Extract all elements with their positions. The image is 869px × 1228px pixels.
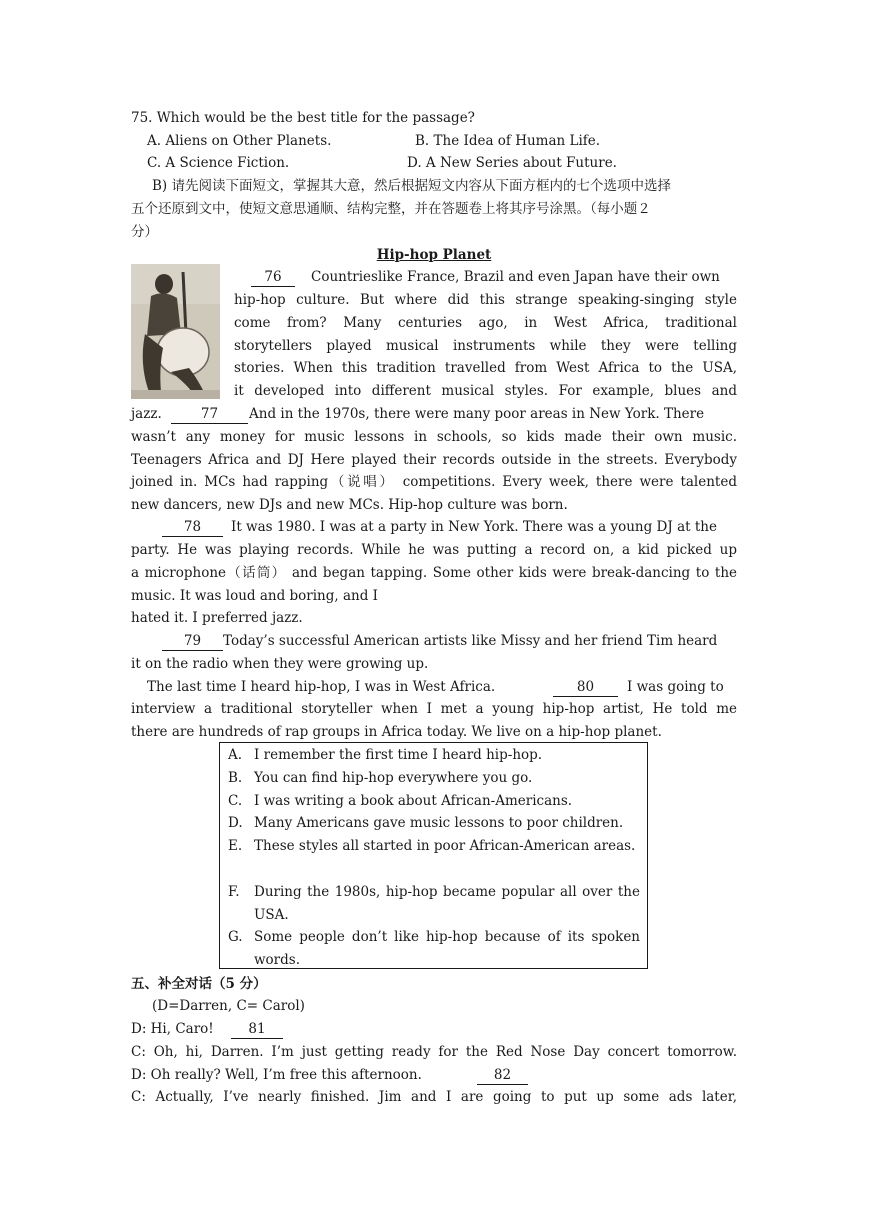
p4-line-2: interview a traditional storyteller when I met a young hip-hop artist, He told me — [131, 701, 737, 717]
blank-79-label: 79 — [162, 633, 223, 651]
options-box — [219, 742, 648, 969]
option-a-text: I remember the first time I heard hip-hop. — [254, 747, 543, 763]
option-d-text: Many Americans gave music lessons to poor children. — [254, 815, 624, 831]
p1-line-2: hip-hop culture. But where did this strange speaking-singing style — [234, 292, 737, 308]
q75-option-b: B. The Idea of Human Life. — [415, 133, 601, 149]
p1-line-9: Teenagers Africa and DJ Here played their records outside in the streets. Everybody — [131, 452, 737, 468]
dialogue-d2: D: Oh really? Well, I’m free this afternoon. — [131, 1067, 422, 1083]
option-b-letter: B. — [228, 770, 243, 786]
dialogue-d1: D: Hi, Caro! — [131, 1021, 214, 1037]
option-c-text: I was writing a book about African-Americans. — [254, 793, 573, 809]
blank-81 — [231, 1019, 283, 1039]
passage-title: Hip-hop Planet — [376, 247, 492, 263]
p4-line-1a: The last time I heard hip-hop, I was in West Africa. — [147, 679, 496, 695]
p1-line-7a: jazz. — [131, 406, 162, 422]
p4-line-1b: I was going to — [627, 679, 724, 695]
p2-line-4: music. It was loud and boring, and I — [131, 588, 378, 604]
p1-line-6: it developed into different musical styles. For example, blues and — [234, 383, 737, 399]
p1-line-8: wasn’t any money for music lessons in schools, so kids made their own music. — [131, 429, 737, 445]
q75-option-c: C. A Science Fiction. — [147, 155, 290, 171]
option-g-letter: G. — [228, 929, 243, 945]
p1-line-4: storytellers played musical instruments while they were telling — [234, 338, 737, 354]
blank-77-label: 77 — [171, 406, 248, 424]
option-f-text: During the 1980s, hip-hop became popular all over the USA. — [254, 884, 640, 923]
p2-line-5: hated it. I preferred jazz. — [131, 610, 303, 626]
p2-line-1: It was 1980. I was at a party in New York. There was a young DJ at the — [231, 519, 717, 535]
p2-line-2: party. He was playing records. While he was putting a record on, a kid picked up — [131, 542, 737, 558]
section-5-heading: 五、补全对话（5 分） — [131, 976, 267, 992]
blank-76 — [251, 267, 295, 287]
q75-option-d: D. A New Series about Future. — [407, 155, 617, 171]
p1-line-5: stories. When this tradition travelled from West Africa to the USA, — [234, 360, 737, 376]
q75-question: 75. Which would be the best title for the passage? — [131, 110, 475, 126]
section-b-instruction-2: 五个还原到文中，使短文意思通顺、结构完整，并在答题卷上将其序号涂黑。（每小题２ — [131, 201, 651, 217]
blank-76-label: 76 — [251, 269, 295, 287]
p1-line-11: new dancers, new DJs and new MCs. Hip-hop culture was born. — [131, 497, 568, 513]
blank-80-label: 80 — [553, 679, 618, 697]
blank-77 — [171, 404, 248, 424]
blank-78 — [162, 517, 223, 537]
option-f-letter: F. — [228, 884, 240, 900]
option-c-letter: C. — [228, 793, 243, 809]
blank-82 — [477, 1065, 528, 1085]
p3-line-2: it on the radio when they were growing up. — [131, 656, 429, 672]
dialogue-legend: (D=Darren, C= Carol) — [152, 998, 305, 1014]
option-e-text: These styles all started in poor African-American areas. — [254, 838, 636, 854]
option-e-letter: E. — [228, 838, 243, 854]
section-b-instruction-3: 分） — [131, 224, 158, 240]
option-a-letter: A. — [228, 747, 243, 763]
option-b-text: You can find hip-hop everywhere you go. — [254, 770, 533, 786]
storyteller-illustration — [131, 264, 220, 399]
option-d-letter: D. — [228, 815, 243, 831]
p2-line-3: a microphone（话筒） and began tapping. Some other kids were break-dancing to the — [131, 565, 737, 581]
blank-82-label: 82 — [477, 1067, 528, 1085]
p1-line-7b: And in the 1970s, there were many poor areas in New York. There — [249, 406, 705, 422]
blank-79 — [162, 631, 223, 651]
blank-78-label: 78 — [162, 519, 223, 537]
p1-line-1: Countrieslike France, Brazil and even Japan have their own — [311, 269, 720, 285]
dialogue-c2: C: Actually, I’ve nearly finished. Jim and I are going to put up some ads later, — [131, 1089, 737, 1105]
p4-line-3: there are hundreds of rap groups in Africa today. We live on a hip-hop planet. — [131, 724, 662, 740]
section-b-instruction-1: B) 请先阅读下面短文，掌握其大意，然后根据短文内容从下面方框内的七个选项中选择 — [152, 178, 671, 194]
p1-line-10: joined in. MCs had rapping（说唱） competitions. Every week, there were talented — [131, 474, 737, 490]
q75-option-a: A. Aliens on Other Planets. — [147, 133, 332, 149]
blank-80 — [553, 677, 618, 697]
p1-line-3: come from? Many centuries ago, in West Africa, traditional — [234, 315, 737, 331]
blank-81-label: 81 — [231, 1021, 283, 1039]
p3-line-1: Today’s successful American artists like Missy and her friend Tim heard — [223, 633, 718, 649]
option-g-text: Some people don’t like hip-hop because of its spoken words. — [254, 929, 640, 968]
storyteller-photo — [131, 264, 220, 399]
dialogue-c1: C: Oh, hi, Darren. I’m just getting ready for the Red Nose Day concert tomorrow. — [131, 1044, 737, 1060]
